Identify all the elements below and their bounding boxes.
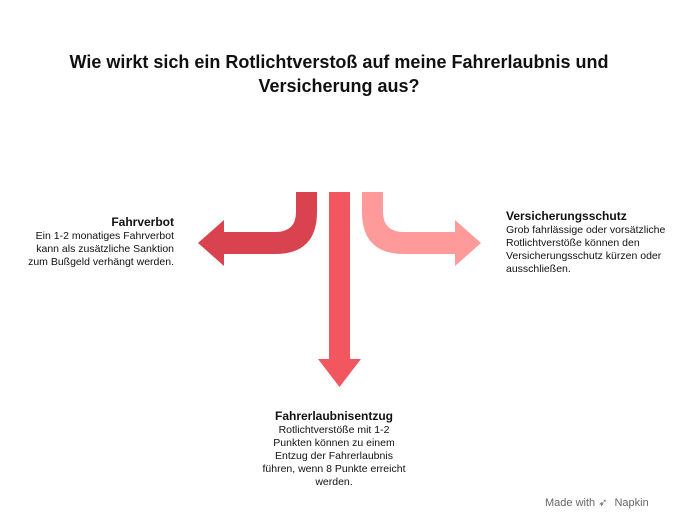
branch-fahrverbot <box>20 215 174 269</box>
diagram-title: Wie wirkt sich ein Rotlichtverstoß auf meine Fahrerlaubnis und Versicherung aus? <box>69 52 609 96</box>
branch-text: Rotlichtverstöße mit 1-2 Punkten können zu einem Entzug der Fahrerlaubnis führen, wenn 8 Punkte erreicht werden. <box>262 424 406 488</box>
napkin-logo-icon: ➶ <box>598 497 608 509</box>
branch-heading: Versicherungsschutz <box>506 209 627 223</box>
brand-text: Napkin <box>614 497 649 509</box>
made-with-text: Made with <box>545 497 596 509</box>
arrow-down-fahrerlaubnisentzug <box>318 192 361 387</box>
branch-versicherungsschutz <box>506 209 666 276</box>
branch-heading: Fahrverbot <box>111 215 174 229</box>
branch-text: Ein 1-2 monatiges Fahrverbot kann als zusätzliche Sanktion zum Bußgeld verhängt werden. <box>28 230 174 268</box>
arrow-left-fahrverbot <box>198 192 317 266</box>
branch-heading: Fahrerlaubnisentzug <box>274 409 393 423</box>
branch-text: Grob fahrlässige oder vorsätzliche Rotlichtverstöße können den Versicherungsschutz kürzen oder ausschließen. <box>506 224 666 275</box>
branch-fahrerlaubnisentzug <box>258 409 410 489</box>
arrow-right-versicherungsschutz <box>362 192 481 266</box>
napkin-watermark <box>545 496 649 509</box>
